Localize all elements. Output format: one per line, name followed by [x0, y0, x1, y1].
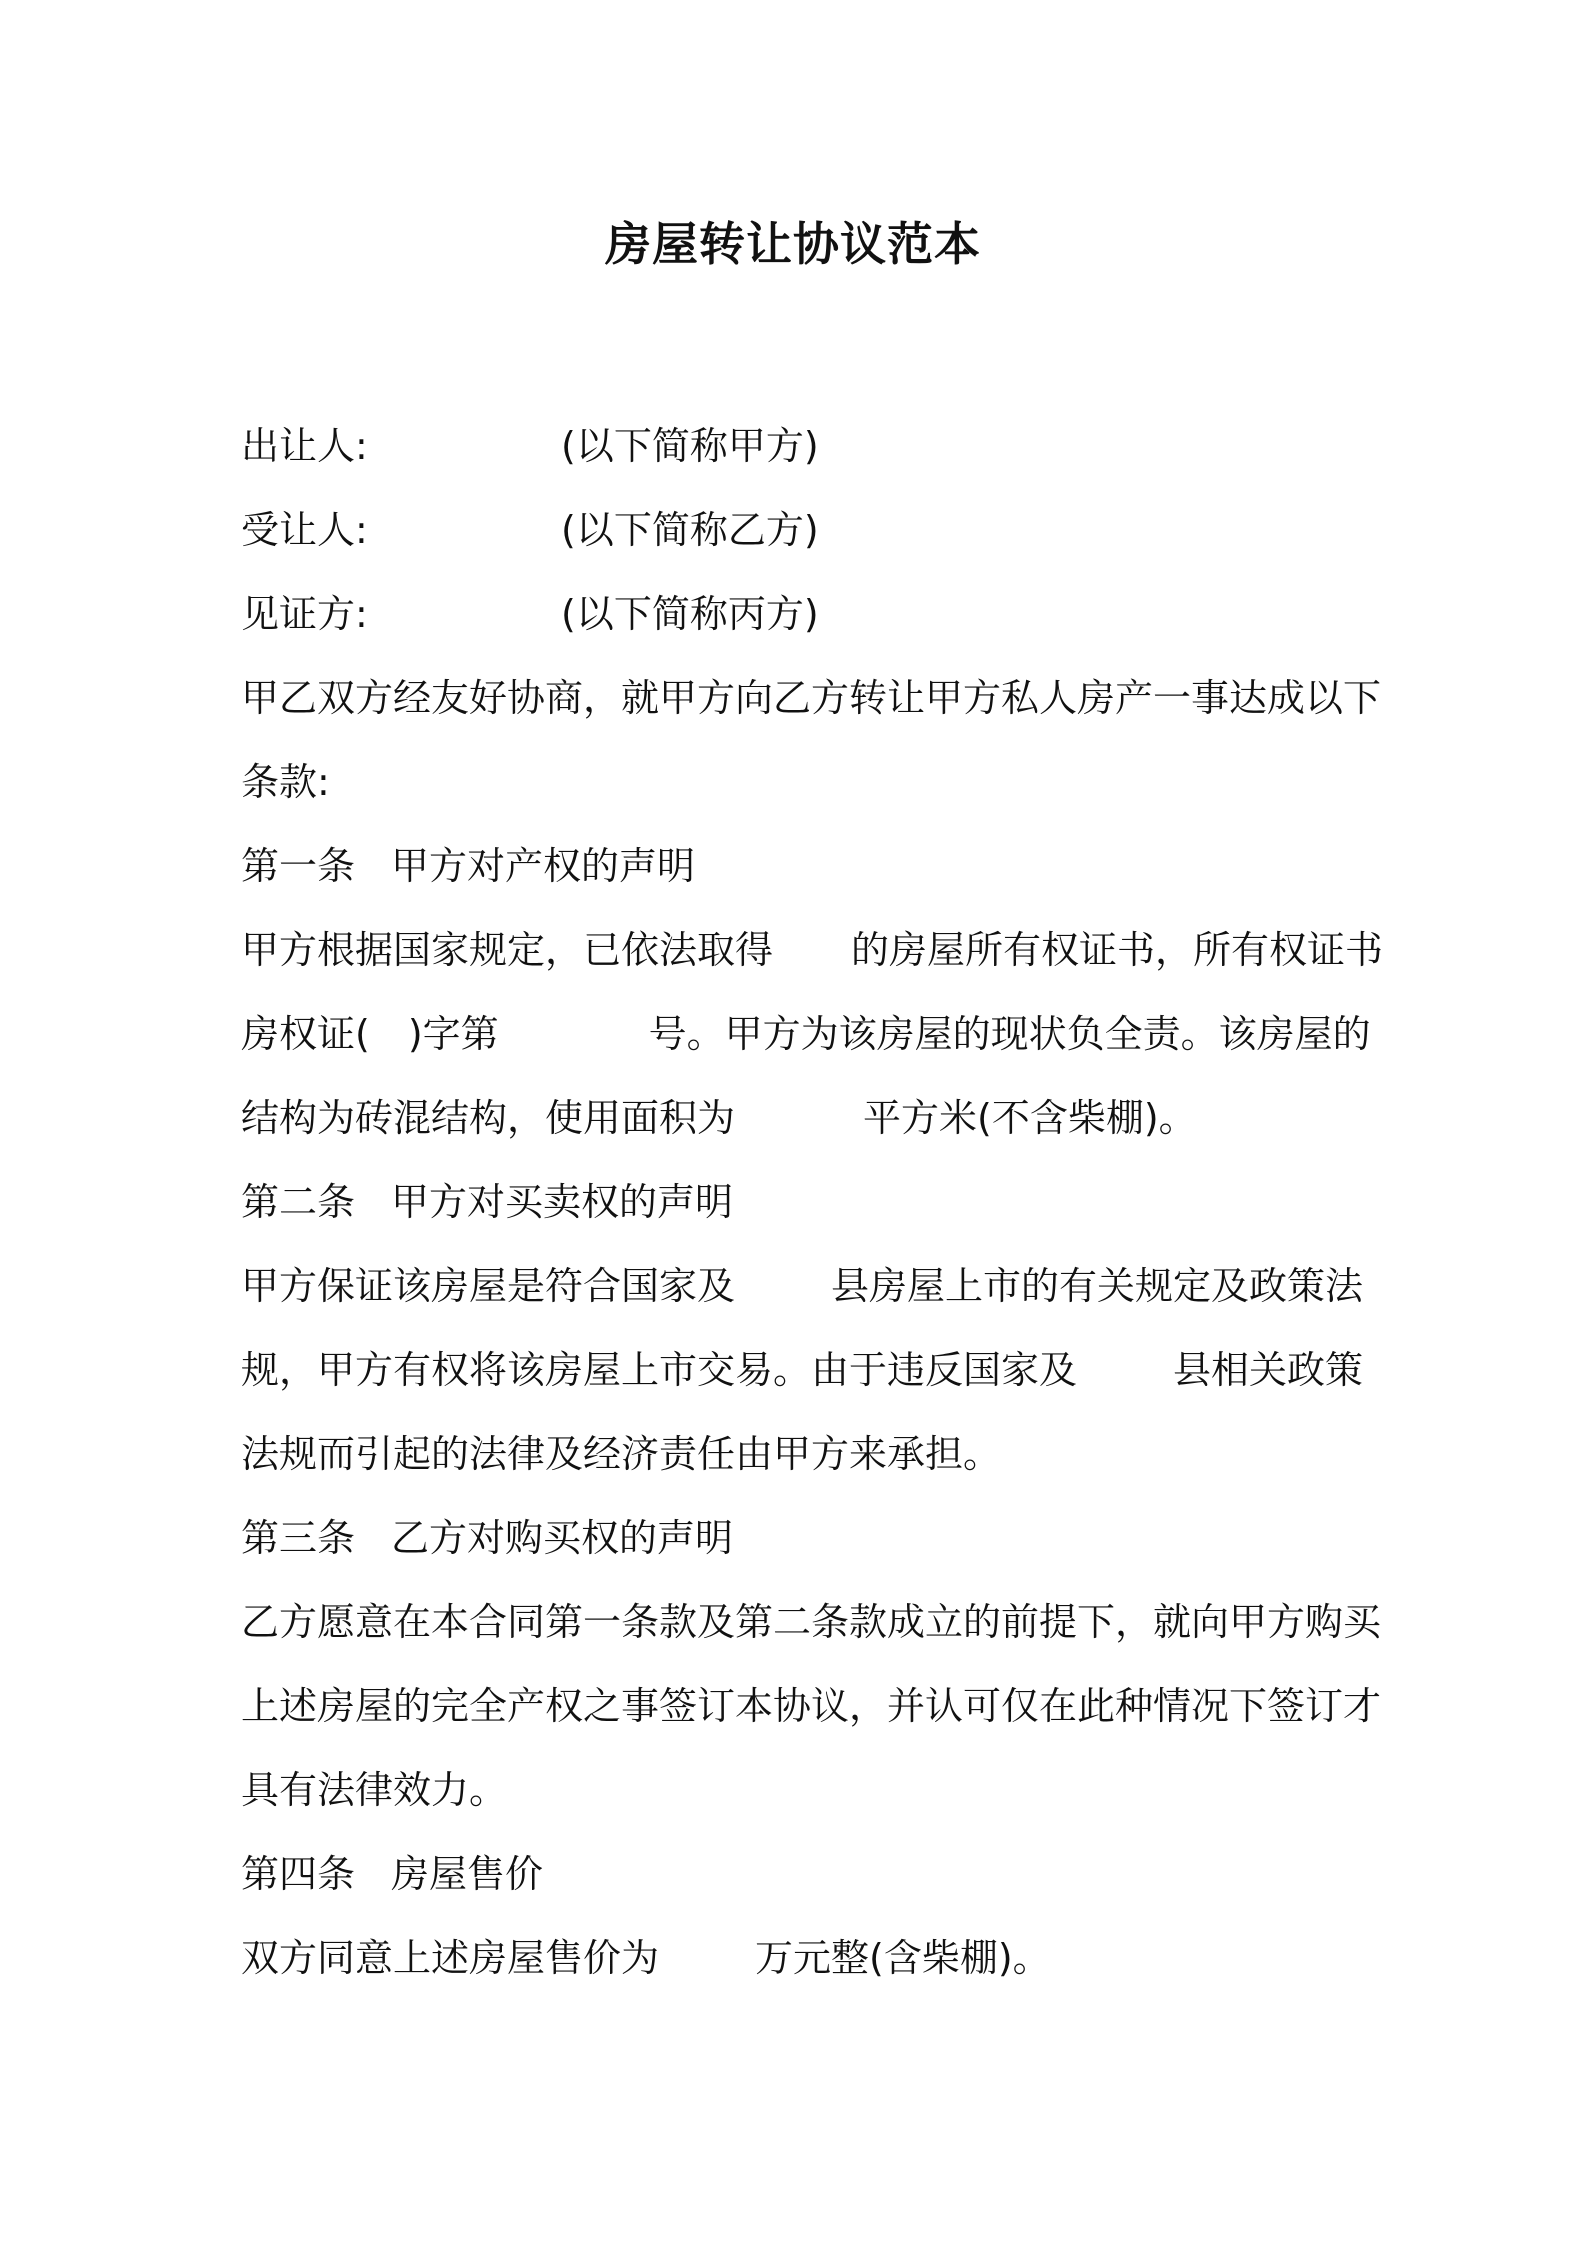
article-text-line: [241, 1244, 1364, 1328]
text-segment: 甲方保证该房屋是符合国家及: [241, 1264, 736, 1308]
article-text-line: [241, 1916, 1361, 2000]
text-segment: )字第: [407, 1012, 499, 1056]
article-text-line: 上述房屋的完全产权之事签订本协议，并认可仅在此种情况下签订才: [241, 1684, 1382, 1728]
text-segment: 万元整(含柴棚)。: [755, 1936, 1051, 1980]
text-segment: 号。甲方为该房屋的现状负全责。该房屋的: [648, 1012, 1371, 1056]
intro-line: 甲乙双方经友好协商，就甲方向乙方转让甲方私人房产一事达成以下: [241, 676, 1382, 720]
article-title: 甲方对产权的声明: [391, 844, 696, 888]
text-segment: 甲方根据国家规定，已依法取得: [241, 928, 774, 972]
article-heading: [241, 1496, 1361, 1580]
article-number: 第一条: [241, 844, 356, 888]
article-text-line: [241, 908, 1384, 992]
article-title: 甲方对买卖权的声明: [391, 1180, 734, 1224]
article-heading: [241, 1832, 1361, 1916]
text-segment: 县相关政策: [1173, 1348, 1364, 1392]
text-segment: 结构为砖混结构，使用面积为: [241, 1096, 736, 1140]
article-number: 第三条: [241, 1516, 356, 1560]
article-text-line: [241, 1328, 1364, 1412]
article-text-line: [241, 992, 1371, 1076]
party-label: 见证方:: [241, 592, 368, 636]
text-segment: 县房屋上市的有关规定及政策法: [831, 1264, 1364, 1308]
party-row-seller: [241, 404, 1361, 488]
party-note: (以下简称乙方): [561, 508, 819, 552]
article-heading: [241, 1160, 1361, 1244]
article-text-line: 乙方愿意在本合同第一条款及第二条款成立的前提下，就向甲方购买: [241, 1600, 1382, 1644]
party-label: 受让人:: [241, 508, 368, 552]
document-title: 房屋转让协议范本: [605, 217, 981, 271]
article-title: 房屋售价: [391, 1852, 544, 1896]
text-segment: 房权证(: [241, 1012, 370, 1056]
document-body: [241, 404, 1384, 2000]
party-note: (以下简称甲方): [561, 424, 819, 468]
article-number: 第四条: [241, 1852, 356, 1896]
text-segment: 的房屋所有权证书，所有权证书: [851, 928, 1384, 972]
party-label: 出让人:: [241, 424, 368, 468]
party-row-witness: [241, 572, 1361, 656]
article-heading: [241, 824, 1361, 908]
article-text-line: 法规而引起的法律及经济责任由甲方来承担。: [241, 1432, 1002, 1476]
party-note: (以下简称丙方): [561, 592, 819, 636]
text-segment: 平方米(不含柴棚)。: [863, 1096, 1197, 1140]
article-text-line: [241, 1076, 1361, 1160]
article-number: 第二条: [241, 1180, 356, 1224]
text-segment: 双方同意上述房屋售价为: [241, 1936, 660, 1980]
article-title: 乙方对购买权的声明: [391, 1516, 734, 1560]
text-segment: 规，甲方有权将该房屋上市交易。由于违反国家及: [241, 1348, 1078, 1392]
article-text-line: 具有法律效力。: [241, 1768, 508, 1812]
intro-line: 条款:: [241, 760, 330, 804]
party-row-buyer: [241, 488, 1361, 572]
